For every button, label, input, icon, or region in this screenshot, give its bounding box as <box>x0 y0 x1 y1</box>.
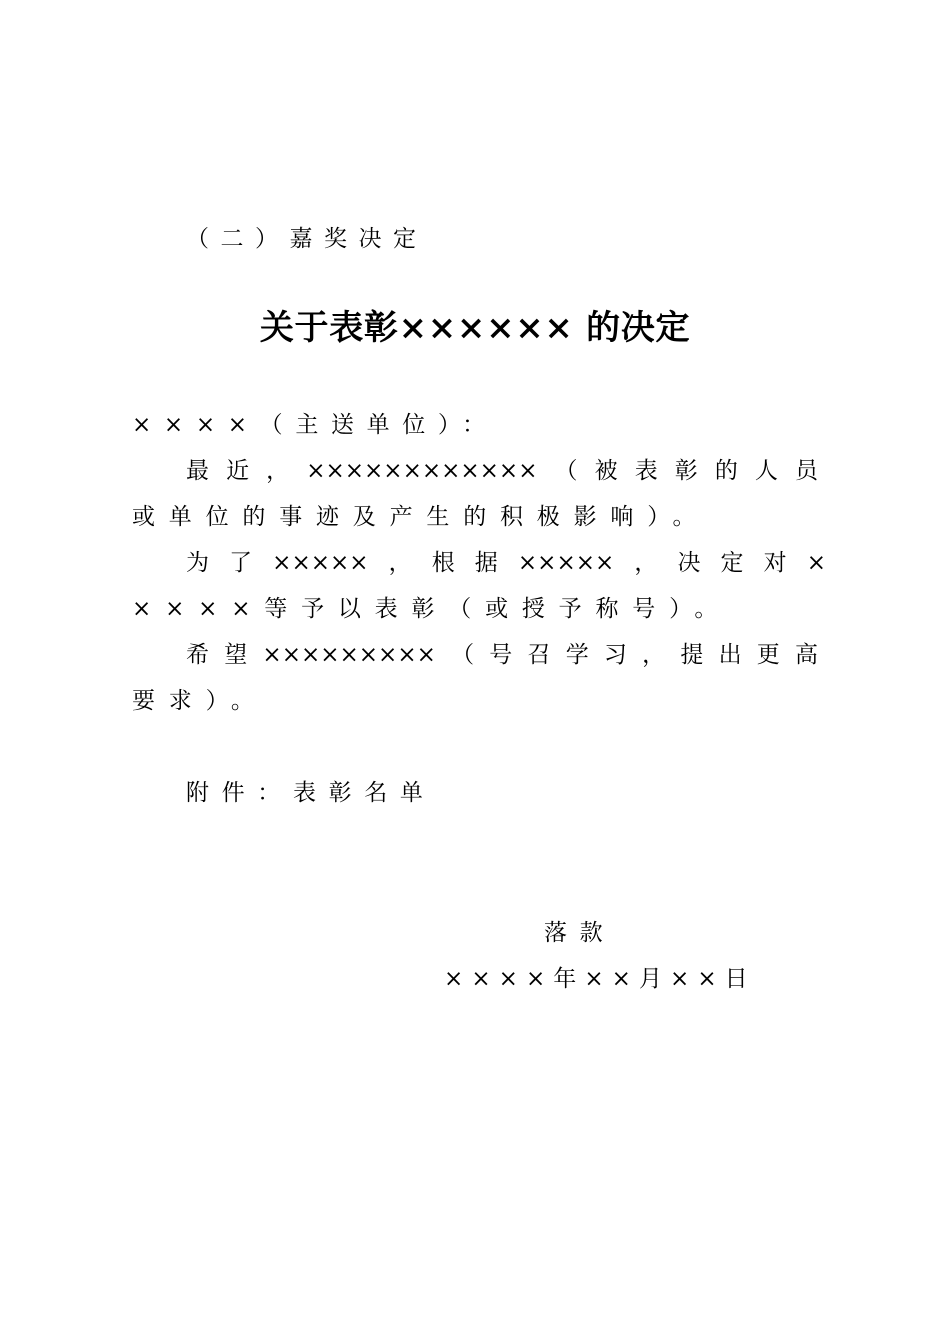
paragraph-1-line-2: 或单位的事迹及产生的积极影响）。 <box>132 504 710 530</box>
paragraph-3-line-2: 要求）。 <box>132 688 268 714</box>
paragraph-3-line-1: 希望×××××××××（号召学习，提出更高 <box>186 642 818 668</box>
document-title: 关于表彰×××××× 的决定 <box>259 308 691 348</box>
date-line: ××××年××月××日 <box>444 966 756 992</box>
paragraph-2-line-2: ××××等予以表彰（或授予称号）。 <box>132 596 732 622</box>
attachment-note: 附件：表彰名单 <box>186 780 436 806</box>
section-label: （二）嘉奖决定 <box>186 226 428 252</box>
addressee-line: ××××（主送单位）： <box>132 412 498 438</box>
paragraph-2-line-1: 为了×××××，根据×××××，决定对× <box>186 550 826 576</box>
signature-line: 落款 <box>544 920 616 946</box>
paragraph-1-line-1: 最近，××××××××××××（被表彰的人员 <box>186 458 818 484</box>
